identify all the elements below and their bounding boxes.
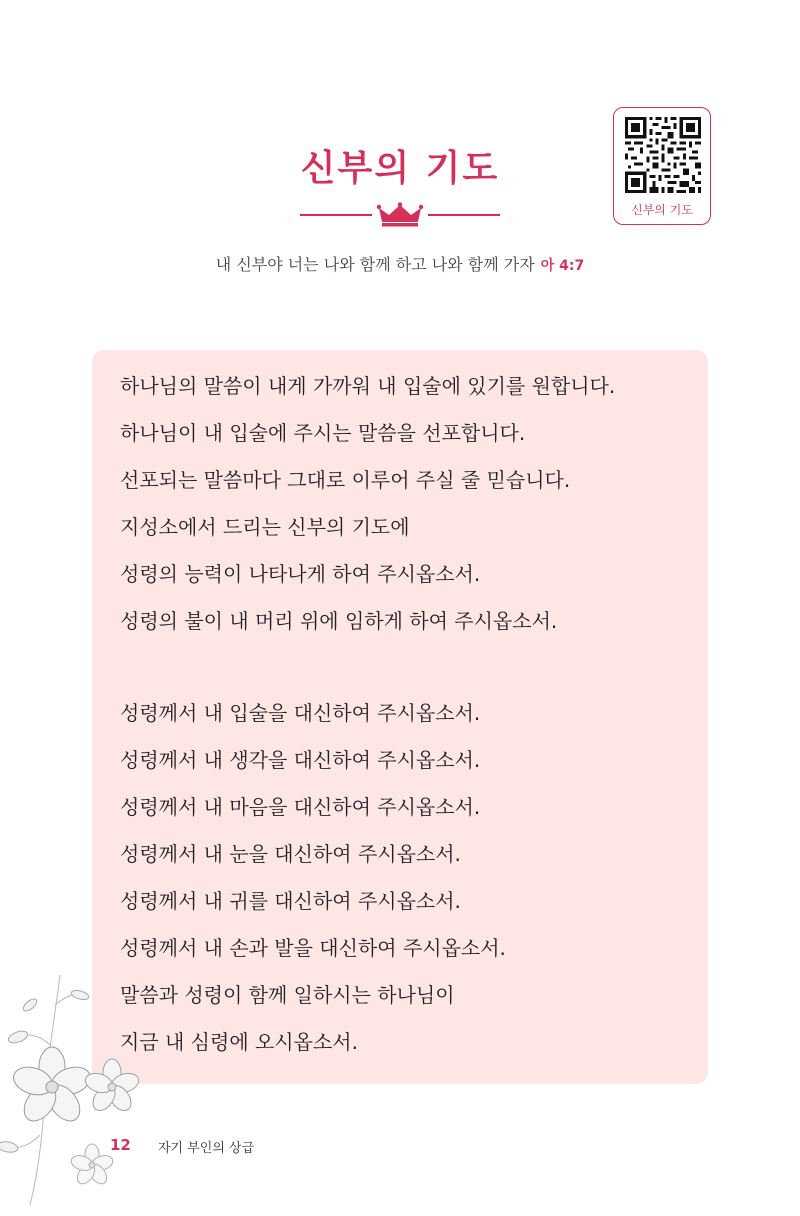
prayer-line: 성령께서 내 눈을 대신하여 주시옵소서. xyxy=(120,842,461,866)
crown-icon xyxy=(376,202,424,228)
qr-code[interactable] xyxy=(625,117,701,193)
prayer-line: 성령께서 내 입술을 대신하여 주시옵소서. xyxy=(120,701,481,725)
prayer-line: 지성소에서 드리는 신부의 기도에 xyxy=(120,515,410,539)
prayer-line: 하나님이 내 입술에 주시는 말씀을 선포합니다. xyxy=(120,421,526,445)
qr-label: 신부의 기도 xyxy=(631,203,693,217)
prayer-line: 성령께서 내 생각을 대신하여 주시옵소서. xyxy=(120,748,481,772)
prayer-line: 성령의 불이 내 머리 위에 임하게 하여 주시옵소서. xyxy=(120,609,558,633)
prayer-line: 하나님의 말씀이 내게 가까워 내 입술에 있기를 원합니다. xyxy=(120,374,616,398)
prayer-line: 성령의 능력이 나타나게 하여 주시옵소서. xyxy=(120,562,481,586)
page-title: 신부의 기도 xyxy=(300,148,500,189)
verse-reference: 아 4:7 xyxy=(540,258,585,274)
prayer-line: 성령께서 내 마음을 대신하여 주시옵소서. xyxy=(120,795,481,819)
title-ornament xyxy=(300,200,500,230)
prayer-line: 성령께서 내 귀를 대신하여 주시옵소서. xyxy=(120,889,461,913)
ornament-line-right xyxy=(428,214,500,216)
page-number: 12 xyxy=(110,1136,131,1154)
verse-text: 내 신부야 너는 나와 함께 하고 나와 함께 가자 xyxy=(215,255,535,274)
prayer-line: 성령께서 내 손과 발을 대신하여 주시옵소서. xyxy=(120,936,506,960)
book-title: 자기 부인의 상급 xyxy=(158,1141,255,1156)
prayer-lines xyxy=(120,366,688,1069)
prayer-line: 지금 내 심령에 오시옵소서. xyxy=(120,1030,358,1054)
qr-code-box[interactable] xyxy=(613,107,711,225)
prayer-box xyxy=(92,350,708,1084)
flower-illustration xyxy=(0,975,160,1205)
prayer-line: 말씀과 성령이 함께 일하시는 하나님이 xyxy=(120,983,455,1007)
ornament-line-left xyxy=(300,214,372,216)
verse-line xyxy=(0,252,800,275)
prayer-line: 선포되는 말씀마다 그대로 이루어 주실 줄 믿습니다. xyxy=(120,468,571,492)
